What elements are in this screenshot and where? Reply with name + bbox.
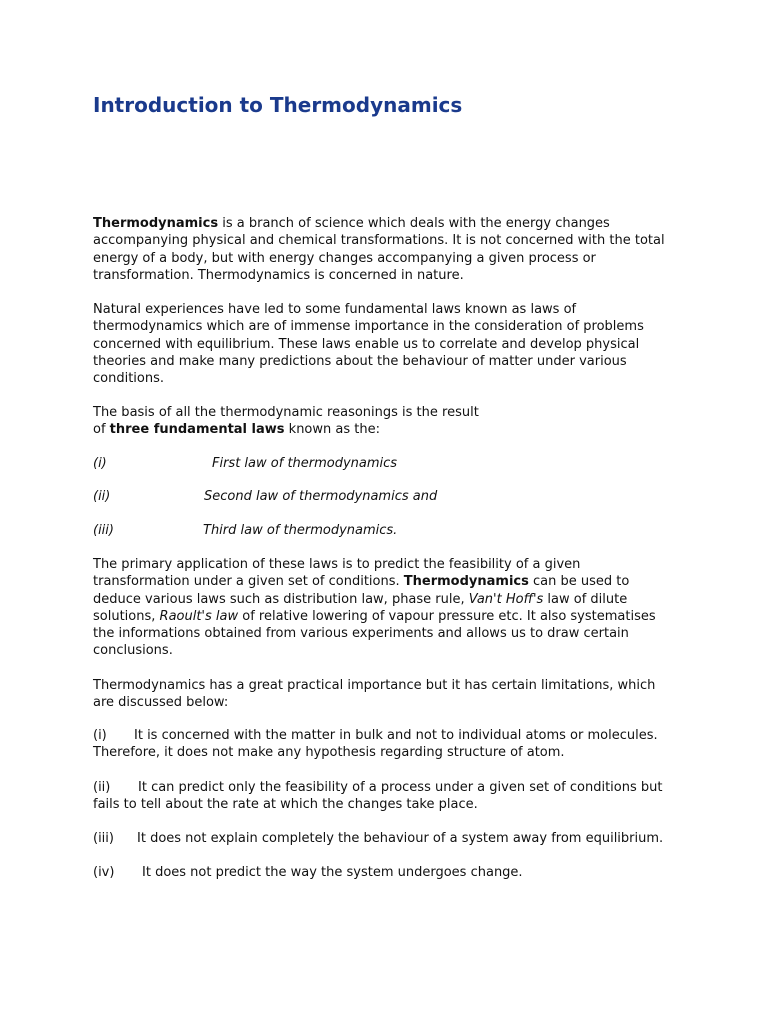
page-title: Introduction to Thermodynamics: [93, 93, 463, 117]
paragraph-application-text-2: can be used to deduce various laws such as distribution law, phase rule,: [93, 574, 630, 607]
limitation-item-1: [93, 727, 668, 762]
limitation-text: It does not explain completely the behaviour of a system away from equilibrium.: [137, 831, 664, 846]
paragraph-basis-line1: The basis of all the thermodynamic reasonings is the result: [93, 405, 479, 420]
limitation-item-2: [93, 779, 668, 814]
paragraph-definition-text: is a branch of science which deals with the energy changes accompanying physical and chemical transformations. It is not concerned with the total energy of a body, but with energy changes accompanying a given process or transformation. Thermodynamics is concerned in nature.: [93, 216, 665, 283]
limitation-number: (i): [93, 728, 107, 743]
term-raoult-law: Raoult's law: [159, 608, 239, 624]
law-number: (ii): [93, 489, 111, 504]
law-item-first: [93, 455, 398, 472]
paragraph-limitations-intro: Thermodynamics has a great practical importance but it has certain limitations, which are discussed below:: [93, 678, 656, 711]
paragraph-basis-of: of: [93, 422, 110, 438]
paragraph-application-text-4: of relative lowering of vapour pressure etc. It also systematises the informations obtained from various experiments and allows us to draw certain conclusions.: [93, 608, 656, 659]
term-three-laws: three fundamental laws: [109, 422, 285, 438]
paragraph-natural-experiences: Natural experiences have led to some fundamental laws known as laws of thermodynamics which are of immense importance in the consideration of problems concerned with equilibrium. These laws enable us to correlate and develop physical theories and make many predictions about the behaviour of matter under various conditions.: [93, 302, 644, 387]
law-number: (iii): [93, 523, 114, 538]
limitation-text: It is concerned with the matter in bulk and not to individual atoms or molecules. Therefore, it does not make any hypothesis regarding structure of atom.: [93, 728, 658, 761]
term-vant-hoff: Van't Hoff's: [468, 591, 544, 607]
limitation-number: (iv): [93, 865, 115, 880]
term-thermodynamics-2: Thermodynamics: [403, 574, 529, 590]
law-text: First law of thermodynamics: [212, 456, 398, 471]
limitation-text: It can predict only the feasibility of a process under a given set of conditions but fails to tell about the rate at which the changes take place.: [93, 780, 663, 813]
limitation-text: It does not predict the way the system undergoes change.: [142, 865, 523, 880]
law-number: (i): [93, 456, 107, 471]
paragraph-basis: [93, 404, 668, 439]
law-item-third: [93, 522, 398, 539]
law-item-second: [93, 488, 438, 505]
paragraph-application-text-1: The primary application of these laws is to predict the feasibility of a given transformation under a given set of conditions.: [93, 557, 581, 590]
paragraph-definition: [93, 215, 668, 284]
limitation-number: (ii): [93, 780, 111, 795]
law-text: Second law of thermodynamics and: [204, 489, 438, 504]
limitation-number: (iii): [93, 831, 114, 846]
paragraph-basis-rest: known as the:: [284, 422, 380, 438]
paragraph-application-text-3: law of dilute solutions,: [93, 591, 628, 624]
paragraph-application: [93, 556, 668, 660]
limitation-item-3: [93, 830, 668, 847]
term-thermodynamics: Thermodynamics: [93, 216, 219, 231]
limitation-item-4: [93, 864, 668, 881]
law-text: Third law of thermodynamics.: [203, 523, 398, 538]
